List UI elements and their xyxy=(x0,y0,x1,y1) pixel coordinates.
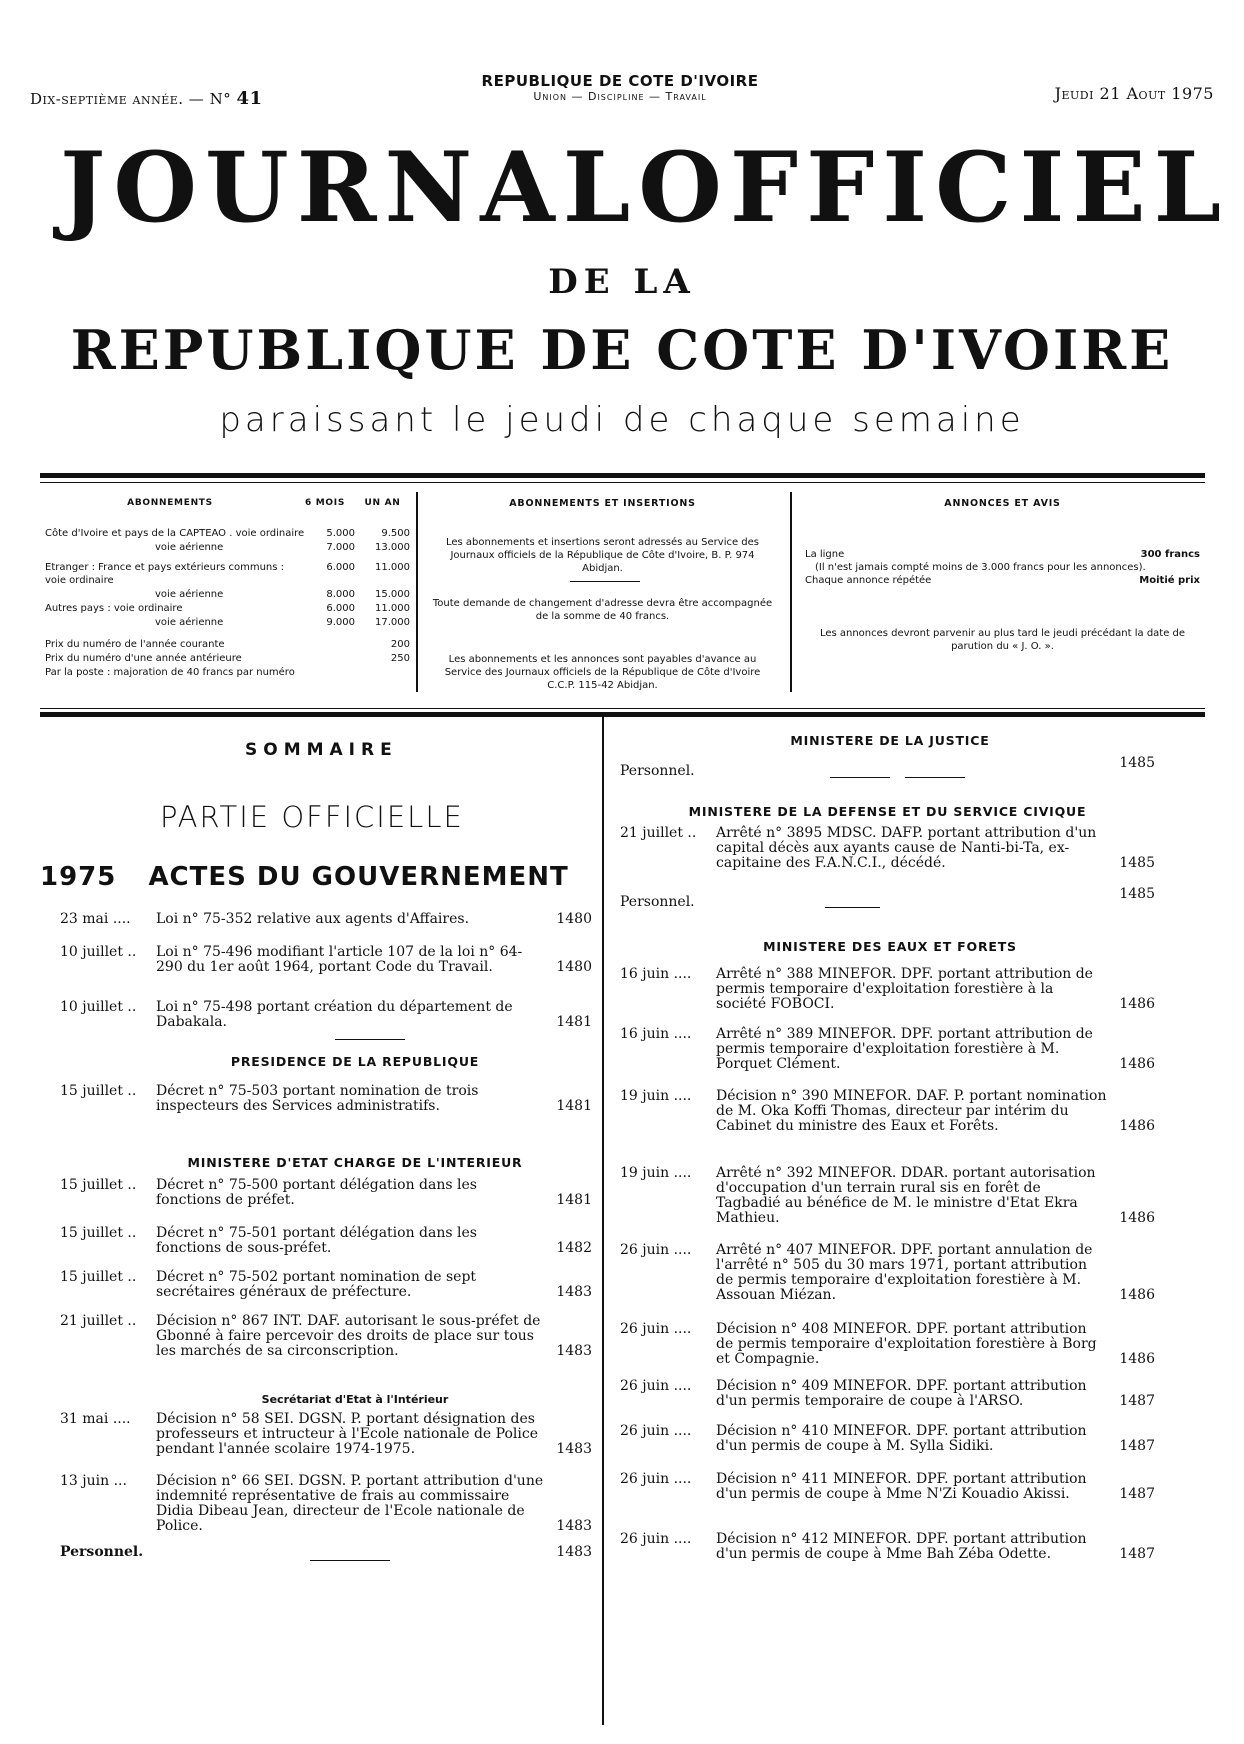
list-item: 15 juillet .. Décret n° 75-503 portant nomination de trois inspecteurs des Services administratifs. 1481 xyxy=(60,1083,592,1114)
right-column xyxy=(620,0,1210,1744)
list-item: Personnel. 1485 xyxy=(620,886,1155,910)
list-item: 16 juin .... Arrêté n° 389 MINEFOR. DPF. portant attribution de permis temporaire d'exploitation forestière à M. Porquet Clément. 1486 xyxy=(620,1026,1155,1072)
republic-name: REPUBLIQUE DE COTE D'IVOIRE xyxy=(481,72,759,90)
subscriptions-heading: ABONNEMENTS xyxy=(127,498,213,508)
insertions-p2: Toute demande de changement d'adresse devra être accompagnée de la somme de 40 francs. xyxy=(432,598,773,622)
partie-officielle: PARTIE OFFICIELLE xyxy=(160,800,464,834)
insertions-heading: ABONNEMENTS ET INSERTIONS xyxy=(509,498,696,509)
masthead-word-journal: JOURNAL xyxy=(60,131,639,244)
list-item: Personnel. 1483 xyxy=(60,1544,592,1560)
sommaire-title: SOMMAIRE xyxy=(245,740,398,760)
list-item: 10 juillet .. Loi n° 75-498 portant création du département de Dabakala. 1481 xyxy=(60,999,592,1030)
sub-row: voie aérienne 8.000 15.000 xyxy=(155,589,410,600)
issue-date: Jeudi 21 Aout 1975 xyxy=(1054,84,1214,103)
list-item: 31 mai .... Décision n° 58 SEI. DGSN. P. portant désignation des professeurs et intructeur à l'Ecole nationale de Police pendant l'année scolaire 1974-1975. 1483 xyxy=(60,1411,592,1457)
repeat-price: Moitié prix xyxy=(1139,575,1200,586)
list-item: 15 juillet .. Décret n° 75-500 portant délégation dans les fonctions de préfet. 1481 xyxy=(60,1177,592,1208)
list-item: 26 juin .... Arrêté n° 407 MINEFOR. DPF. portant annulation de l'arrêté n° 505 du 30 mars 1971, portant attribution de permis temporaire d'exploitation forestière à M. Assouan Miézan. 1486 xyxy=(620,1242,1155,1303)
actes-title: ACTES DU GOUVERNEMENT xyxy=(148,862,569,892)
actes-year: 1975 xyxy=(40,862,117,892)
masthead-subtitle: paraissant le jeudi de chaque semaine xyxy=(219,400,1025,440)
col-6mois: 6 MOIS xyxy=(304,498,346,508)
sub-row: voie aérienne 9.000 17.000 xyxy=(155,617,410,628)
motto: Union — Discipline — Travail xyxy=(533,90,707,103)
price-row: Par la poste : majoration de 40 francs par numéro xyxy=(45,667,295,678)
masthead-word-officiel: OFFICIEL xyxy=(638,131,1230,244)
section-defense: MINISTERE DE LA DEFENSE ET DU SERVICE CIVIQUE xyxy=(688,804,1087,819)
list-item: 19 juin .... Arrêté n° 392 MINEFOR. DDAR. portant autorisation d'occupation d'un terrain rural sis en forêt de Tagbadié au bénéfice de M. le ministre d'Etat Ekra Mathieu. 1486 xyxy=(620,1165,1155,1226)
repeat-label: Chaque annonce répétée xyxy=(805,575,932,586)
list-item: 19 juin .... Décision n° 390 MINEFOR. DAF. P. portant nomination de M. Oka Koffi Thomas, directeur par intérim du Cabinet du ministre des Eaux et Forêts. 1486 xyxy=(620,1088,1155,1134)
list-item: 26 juin .... Décision n° 409 MINEFOR. DPF. portant attribution d'un permis temporaire de coupe à l'ARSO. 1487 xyxy=(620,1378,1155,1409)
list-item: 26 juin .... Décision n° 412 MINEFOR. DPF. portant attribution d'un permis de coupe à Mme Bah Zéba Odette. 1487 xyxy=(620,1531,1155,1562)
list-item: 23 mai .... Loi n° 75-352 relative aux agents d'Affaires. 1480 xyxy=(60,911,592,927)
divider xyxy=(335,1039,405,1040)
annonces-heading: ANNONCES ET AVIS xyxy=(944,498,1061,509)
insertions-p1: Les abonnements et insertions seront adressés au Service des Journaux officiels de la République de Côte d'Ivoire, B. P. 974 Abidjan. xyxy=(445,537,760,574)
price-row: Prix du numéro d'une année antérieure 250 xyxy=(45,653,410,664)
list-item: 26 juin .... Décision n° 410 MINEFOR. DPF. portant attribution d'un permis de coupe à M. Sylla Sidiki. 1487 xyxy=(620,1423,1155,1454)
list-item: 16 juin .... Arrêté n° 388 MINEFOR. DPF. portant attribution de permis temporaire d'exploitation forestière à la société FOBOCI. 1486 xyxy=(620,966,1155,1012)
column-separator xyxy=(602,715,604,1725)
price-row: Prix du numéro de l'année courante 200 xyxy=(45,639,410,650)
left-column xyxy=(60,0,592,1744)
sub-row: Autres pays : voie ordinaire 6.000 11.000 xyxy=(45,603,410,614)
list-item: 15 juillet .. Décret n° 75-501 portant délégation dans les fonctions de sous-préfet. 1482 xyxy=(60,1225,592,1256)
year-label: Dix-septième année. — N° xyxy=(30,90,232,108)
list-item: 26 juin .... Décision n° 411 MINEFOR. DPF. portant attribution d'un permis de coupe à Mme N'Zi Kouadio Akissi. 1487 xyxy=(620,1471,1155,1502)
insertions-p3: Les abonnements et les annonces sont payables d'avance au Service des Journaux officiels de la République de Côte d'Ivoire C.C.P. 115-42 Abidjan. xyxy=(444,654,761,691)
line-price: 300 francs xyxy=(1140,549,1200,560)
section-interieur: MINISTERE D'ETAT CHARGE DE L'INTERIEUR xyxy=(187,1155,523,1170)
divider xyxy=(905,777,965,778)
divider xyxy=(825,907,880,908)
list-item: Personnel. 1485 xyxy=(620,755,1155,779)
masthead-country: REPUBLIQUE DE COTE D'IVOIRE xyxy=(70,318,1174,382)
section-justice: MINISTERE DE LA JUSTICE xyxy=(790,733,990,748)
divider xyxy=(310,1560,390,1561)
list-item: 21 juillet .. Décision n° 867 INT. DAF. autorisant le sous-préfet de Gbonné à faire percevoir des droits de place sur tous les marchés de sa circonscription. 1483 xyxy=(60,1313,592,1359)
list-item: 26 juin .... Décision n° 408 MINEFOR. DPF. portant attribution de permis temporaire d'exploitation forestière à Borg et Compagnie. 1486 xyxy=(620,1321,1155,1367)
list-item: 10 juillet .. Loi n° 75-496 modifiant l'article 107 de la loi n° 64-290 du 1er août 1964, portant Code du Travail. 1480 xyxy=(60,944,592,975)
section-eaux-forets: MINISTERE DES EAUX ET FORETS xyxy=(763,939,1017,954)
list-item: 21 juillet .. Arrêté n° 3895 MDSC. DAFP. portant attribution d'un capital décès aux ayants cause de Nanti-bi-Ta, ex-capitaine des F.A.N.C.I., décédé. 1485 xyxy=(620,825,1155,871)
section-presidence: PRESIDENCE DE LA REPUBLIQUE xyxy=(230,1054,480,1069)
deadline-note: Les annonces devront parvenir au plus tard le jeudi précédant la date de parution du « J. O. ». xyxy=(819,628,1186,652)
list-item: 13 juin ... Décision n° 66 SEI. DGSN. P. portant attribution d'une indemnité représentative de frais au commissaire Didia Dibeau Jean, directeur de l'Ecole nationale de Police. 1483 xyxy=(60,1473,592,1534)
sub-row: voie aérienne 7.000 13.000 xyxy=(155,542,410,553)
line-note: (Il n'est jamais compté moins de 3.000 francs pour les annonces). xyxy=(815,562,1146,573)
subsection-secretariat: Secrétariat d'Etat à l'Intérieur xyxy=(261,1393,449,1406)
issue-number: 41 xyxy=(236,88,263,109)
masthead-de-la: DE LA xyxy=(548,262,696,302)
list-item: 15 juillet .. Décret n° 75-502 portant nomination de sept secrétaires généraux de préfecture. 1483 xyxy=(60,1269,592,1300)
col-1an: UN AN xyxy=(364,498,401,508)
sub-row: Côte d'Ivoire et pays de la CAPTEAO . voie ordinaire 5.000 9.500 xyxy=(45,528,410,539)
divider xyxy=(830,777,890,778)
sub-row: Etranger : France et pays extérieurs communs : voie ordinaire 6.000 11.000 xyxy=(45,562,410,586)
line-label: La ligne xyxy=(805,549,845,560)
